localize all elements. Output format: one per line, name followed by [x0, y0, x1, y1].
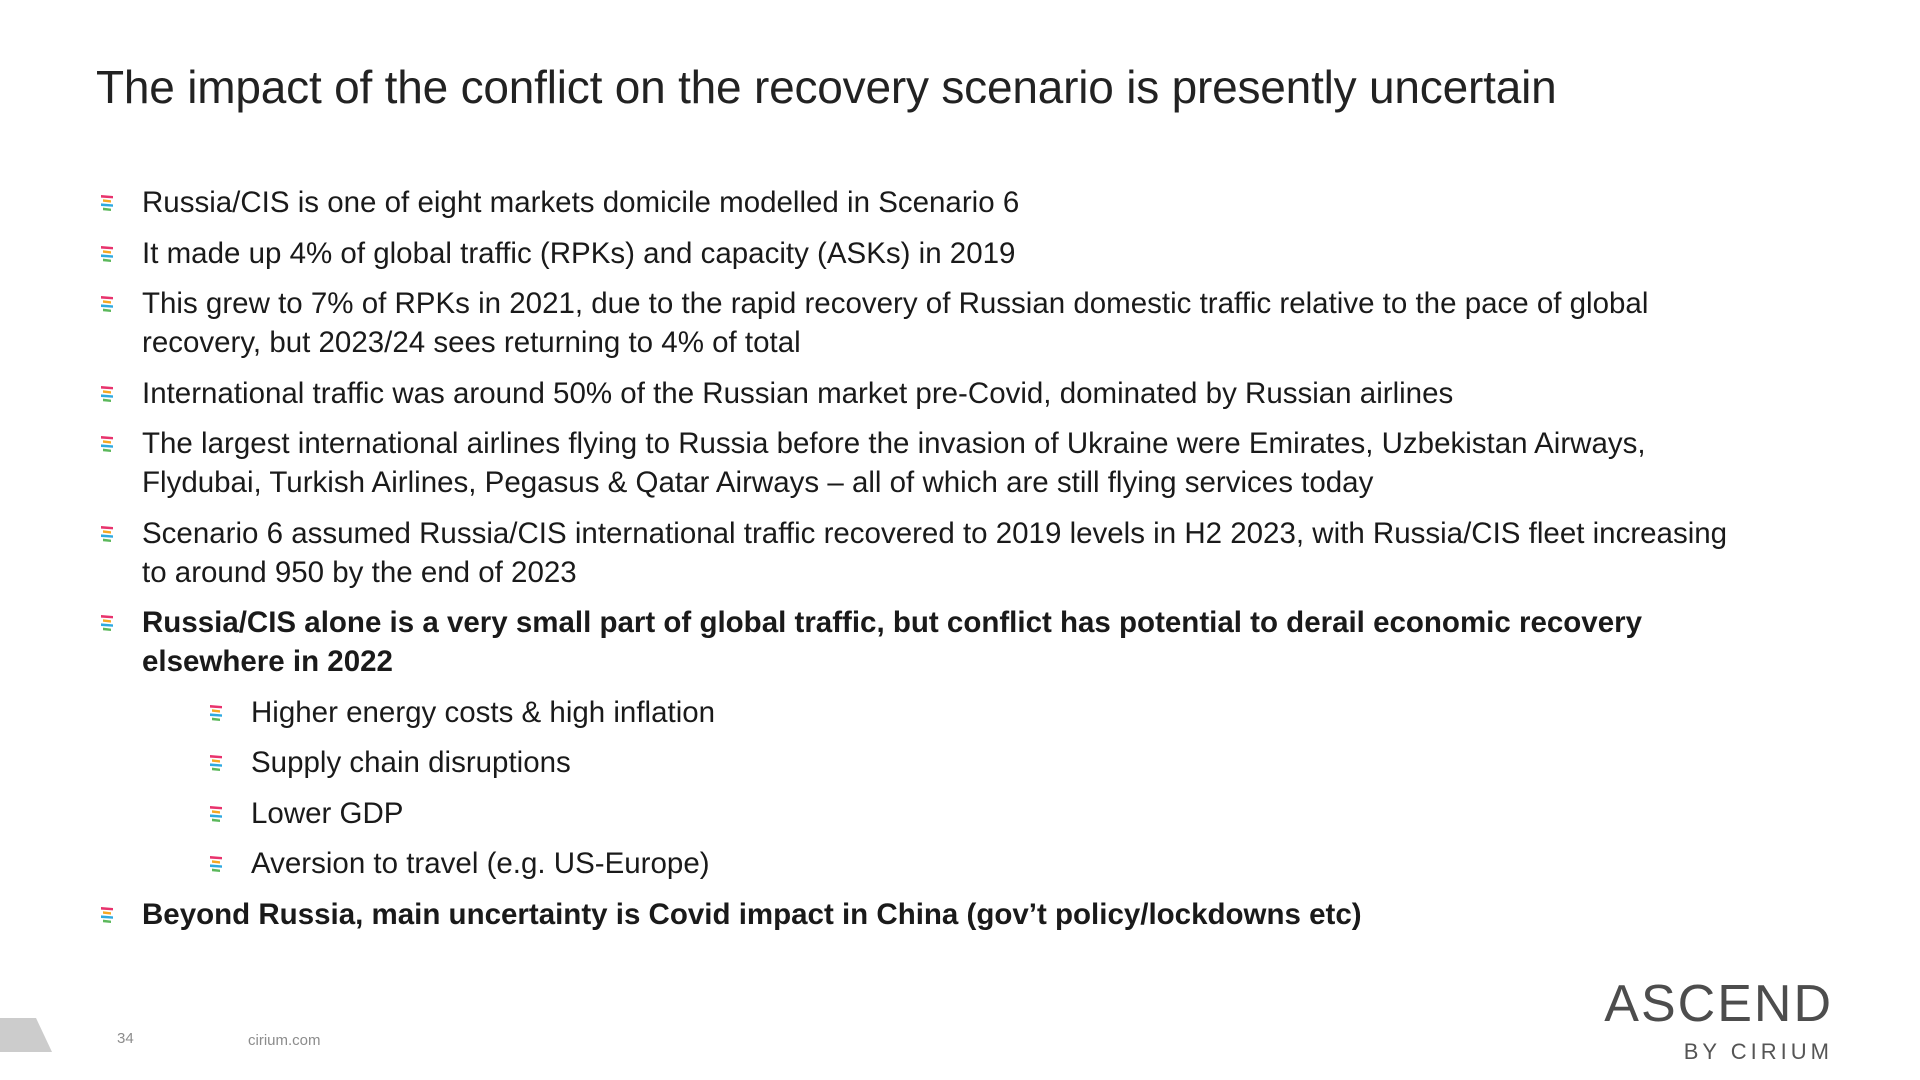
logo-wordmark: ASCEND	[1604, 975, 1833, 1033]
bullet-item	[96, 284, 1756, 362]
bullet-stripe	[103, 919, 111, 922]
bullet-stripe	[212, 709, 220, 712]
bullet-text: Beyond Russia, main uncertainty is Covid impact in China (gov’t policy/lockdowns etc)	[142, 897, 1362, 931]
sub-bullet-item	[205, 794, 1756, 833]
bullet-item-emphasis	[96, 603, 1756, 681]
bullet-stripe	[101, 534, 113, 537]
striped-bullet-icon	[99, 386, 115, 403]
bullet-stripe	[212, 768, 220, 771]
bullet-stripe	[212, 810, 220, 813]
bullet-item	[96, 514, 1756, 592]
striped-bullet-icon	[99, 526, 115, 543]
bullet-stripe	[101, 296, 113, 299]
striped-bullet-icon	[99, 246, 115, 263]
slide-title: The impact of the conflict on the recovery scenario is presently uncertain	[96, 61, 1557, 113]
striped-bullet-icon	[208, 705, 224, 722]
bullet-stripe	[212, 818, 220, 821]
bullet-stripe	[210, 755, 222, 758]
bullet-stripe	[210, 814, 222, 817]
bullet-stripe	[103, 300, 111, 303]
bullet-stripe	[101, 915, 113, 918]
striped-bullet-icon	[99, 436, 115, 453]
bullet-list	[96, 183, 1756, 945]
bullet-stripe	[101, 907, 113, 910]
page-number: 34	[117, 1030, 134, 1047]
bullet-stripe	[103, 619, 111, 622]
striped-bullet-icon	[208, 755, 224, 772]
bullet-text: Russia/CIS alone is a very small part of global traffic, but conflict has potential to derail economic recovery elsewhere in 2022	[142, 606, 1642, 678]
bullet-stripe	[101, 615, 113, 618]
bullet-item-emphasis	[96, 895, 1756, 934]
bullet-item	[96, 234, 1756, 273]
bullet-stripe	[212, 860, 220, 863]
bullet-stripe	[101, 195, 113, 198]
bullet-stripe	[101, 444, 113, 447]
bullet-stripe	[101, 254, 113, 257]
logo-tagline: BY CIRIUM	[1683, 1039, 1833, 1064]
bullet-stripe	[103, 911, 111, 914]
bullet-stripe	[103, 628, 111, 631]
bullet-stripe	[103, 440, 111, 443]
striped-bullet-icon	[208, 856, 224, 873]
bullet-text: International traffic was around 50% of the Russian market pre-Covid, dominated by Russian airlines	[142, 376, 1454, 410]
bullet-text: This grew to 7% of RPKs in 2021, due to the rapid recovery of Russian domestic traffic relative to the pace of global recovery, but 2023/24 sees returning to 4% of total	[142, 287, 1649, 359]
bullet-stripe	[101, 436, 113, 439]
bullet-stripe	[212, 717, 220, 720]
bullet-text: Scenario 6 assumed Russia/CIS international traffic recovered to 2019 levels in H2 2023, with Russia/CIS fleet increasing to around 950 by the end of 2023	[142, 516, 1728, 589]
bullet-stripe	[212, 759, 220, 762]
striped-bullet-icon	[99, 195, 115, 212]
bullet-stripe	[101, 386, 113, 389]
bullet-stripe	[103, 258, 111, 261]
bullet-stripe	[101, 304, 113, 307]
striped-bullet-icon	[99, 615, 115, 632]
bullet-stripe	[103, 208, 111, 211]
bullet-stripe	[101, 246, 113, 249]
sub-bullet-item	[205, 693, 1756, 732]
bullet-stripe	[103, 390, 111, 393]
bullet-text: Supply chain disruptions	[251, 746, 571, 779]
bullet-text: The largest international airlines flying to Russia before the invasion of Ukraine were Emirates, Uzbekistan Airways, Flydubai, Turkish Airlines, Pegasus & Qatar Airways – all of which are still flying services today	[142, 427, 1646, 499]
bullet-stripe	[101, 526, 113, 529]
bullet-text: Lower GDP	[251, 796, 404, 830]
bullet-stripe	[103, 309, 111, 312]
bullet-item	[96, 374, 1756, 413]
bullet-stripe	[210, 806, 222, 809]
striped-bullet-icon	[99, 907, 115, 924]
bullet-stripe	[103, 199, 111, 202]
footer-corner-shape	[0, 1018, 52, 1052]
bullet-text: It made up 4% of global traffic (RPKs) and capacity (ASKs) in 2019	[142, 236, 1016, 270]
bullet-stripe	[212, 869, 220, 872]
bullet-stripe	[210, 864, 222, 867]
bullet-item	[96, 424, 1756, 502]
bullet-item	[96, 183, 1756, 222]
bullet-stripe	[101, 623, 113, 626]
bullet-stripe	[210, 856, 222, 859]
striped-bullet-icon	[208, 806, 224, 823]
bullet-stripe	[103, 538, 111, 541]
bullet-stripe	[103, 250, 111, 253]
bullet-stripe	[210, 763, 222, 766]
bullet-stripe	[210, 713, 222, 716]
bullet-stripe	[103, 449, 111, 452]
sub-bullet-item	[205, 743, 1756, 782]
bullet-stripe	[103, 398, 111, 401]
sub-bullet-item	[205, 844, 1756, 883]
bullet-stripe	[101, 203, 113, 206]
bullet-text: Higher energy costs & high inflation	[251, 695, 716, 729]
ascend-logo	[1604, 975, 1833, 1066]
bullet-text: Russia/CIS is one of eight markets domicile modelled in Scenario 6	[142, 186, 1020, 219]
striped-bullet-icon	[99, 296, 115, 313]
bullet-stripe	[210, 705, 222, 708]
bullet-stripe	[101, 394, 113, 397]
footer-url: cirium.com	[248, 1032, 321, 1049]
bullet-stripe	[103, 530, 111, 533]
bullet-text: Aversion to travel (e.g. US-Europe)	[251, 847, 710, 880]
